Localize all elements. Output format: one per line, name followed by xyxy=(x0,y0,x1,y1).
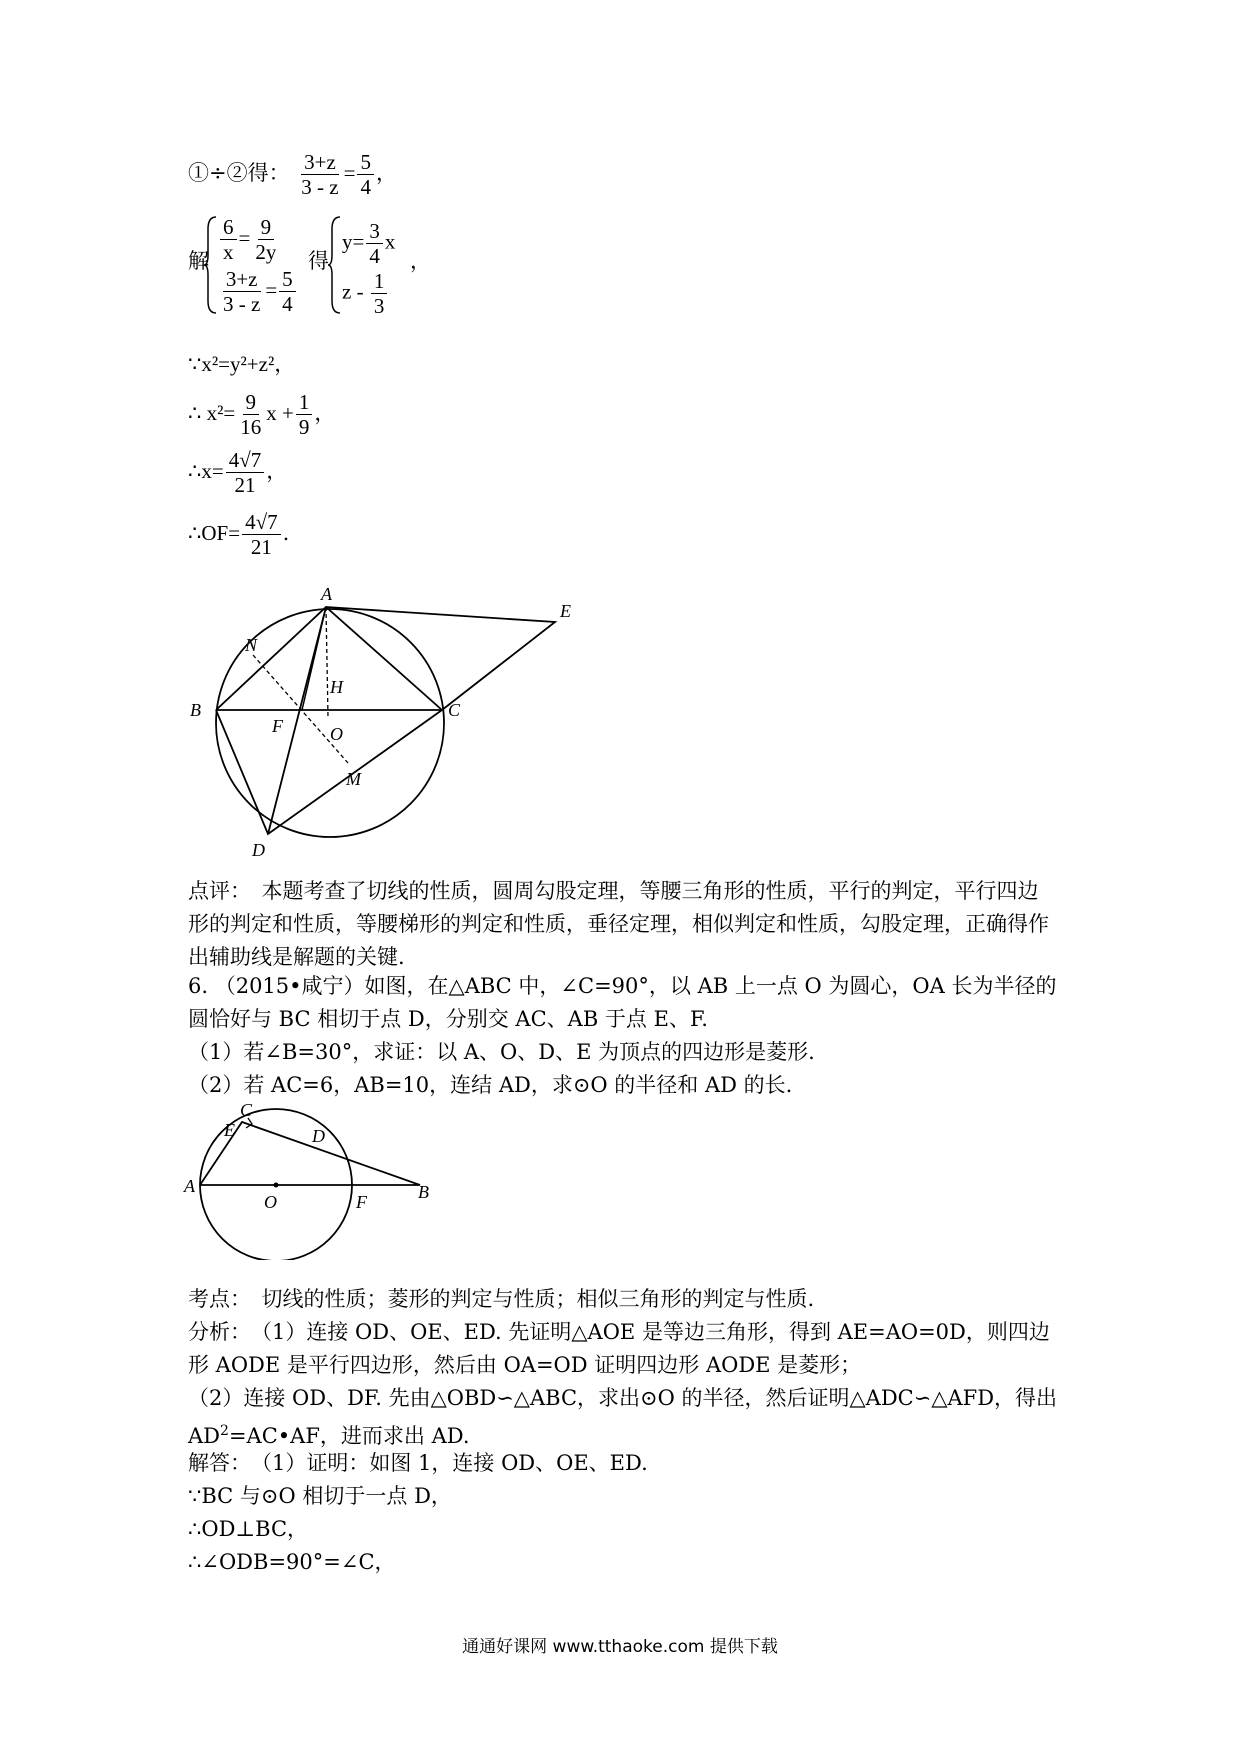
figure-right-triangle xyxy=(180,1100,440,1260)
kaodian-line: 考点： 切线的性质；菱形的判定与性质；相似三角形的判定与性质. xyxy=(188,1287,815,1311)
label-b: B xyxy=(190,700,201,720)
label-c2: C xyxy=(240,1100,253,1120)
dashed-nm xyxy=(253,655,348,763)
ratio-line: ①÷②得： $\frac{3+z}{3 - z}$ = $\frac{5}{4}$ ， xyxy=(188,150,397,199)
x-value-line: ∴x= $\frac{4√7}{21}$ ， xyxy=(188,448,288,497)
label-f2: F xyxy=(356,1192,367,1212)
triangle-abc xyxy=(216,607,442,710)
label-a2: A xyxy=(184,1176,195,1196)
lines-bd-dc xyxy=(216,710,442,834)
fenxi-part1: 分析： （1）连接 OD、OE、ED. 先证明△AOE 是等边三角形，得到 AE=AO=0D，则四边形 AODE 是平行四边形，然后由 OA=OD 证明四边形 AODE 是菱形； xyxy=(188,1320,1050,1377)
label-n: N xyxy=(245,635,258,655)
system-result2: z - $\frac{1}{3}$ xyxy=(342,269,389,318)
left-brace xyxy=(204,215,218,315)
system-mid: 得 xyxy=(308,249,329,273)
dashed-ah xyxy=(326,607,328,717)
jieda-line: 解答： （1）证明：如图 1，连接 OD、OE、ED. xyxy=(188,1451,648,1475)
system-eq2: $\frac{3+z}{3 - z}$ = $\frac{5}{4}$ xyxy=(218,267,298,316)
label-o2: O xyxy=(264,1192,277,1212)
ratio-prefix: ①÷②得： xyxy=(188,161,290,185)
footer-text: 通通好课网 www.tthaoke.com 提供下载 xyxy=(462,1637,778,1657)
system-result1: y= $\frac{3}{4}$ x xyxy=(342,219,396,268)
label-c: C xyxy=(448,700,461,720)
center-dot xyxy=(274,1183,279,1188)
label-d: D xyxy=(252,840,265,860)
label-e2: E xyxy=(224,1120,235,1140)
system-end: ， xyxy=(410,249,431,273)
label-h: H xyxy=(330,677,343,697)
pythagoras-line: ∵x²=y²+z²， xyxy=(188,352,296,376)
comment-paragraph: 点评： 本题考查了切线的性质，圆周勾股定理，等腰三角形的性质，平行的判定，平行四边形的判定和性质，等腰梯形的判定和性质，垂径定理，相似判定和性质，勾股定理，正确得作出辅助线是解题的关键. xyxy=(188,879,1049,969)
label-e: E xyxy=(560,601,571,621)
ratio-fraction-right: $\frac{5}{4}$ xyxy=(357,150,374,199)
label-b2: B xyxy=(418,1182,429,1202)
label-f: F xyxy=(272,716,283,736)
solution-step3: ∴∠ODB=90°=∠C， xyxy=(188,1550,396,1574)
solution-step1: ∵BC 与⊙O 相切于一点 D， xyxy=(188,1484,452,1508)
label-a: A xyxy=(321,585,332,604)
ratio-fraction-left: $\frac{3+z}{3 - z}$ xyxy=(301,150,339,199)
line-af xyxy=(302,607,326,710)
equation-system xyxy=(188,215,448,318)
right-brace xyxy=(328,215,342,315)
substitution-line: ∴ x²= $\frac{9}{16}$ x + $\frac{1}{9}$ ， xyxy=(188,390,336,439)
problem-stem: 6. （2015•咸宁）如图，在△ABC 中，∠C=90°，以 AB 上一点 O 为圆心，OA 长为半径的圆恰好与 BC 相切于点 D，分别交 AC、AB 于点 E、F. xyxy=(188,974,1057,1031)
system-prefix: 解 xyxy=(188,249,209,273)
of-value-line: ∴OF= $\frac{4√7}{21}$ . xyxy=(188,510,290,559)
figure-circle-tangent xyxy=(180,585,600,875)
system-eq1: $\frac{6}{x}$ = $\frac{9}{2y}$ xyxy=(218,215,281,264)
problem-q1: （1）若∠B=30°，求证：以 A、O、D、E 为顶点的四边形是菱形. xyxy=(188,1040,815,1064)
label-d2: D xyxy=(312,1126,325,1146)
fenxi-part2: （2）连接 OD、DF. 先由△OBD∽△ABC，求出⊙O 的半径，然后证明△ADC∽△AFD，得出 $AD^2=AC•AF$，进而求出 AD. xyxy=(188,1386,1058,1448)
solution-step2: ∴OD⊥BC， xyxy=(188,1517,309,1541)
label-o: O xyxy=(330,724,343,744)
label-m: M xyxy=(346,769,361,789)
problem-q2: （2）若 AC=6，AB=10，连结 AD，求⊙O 的半径和 AD 的长. xyxy=(188,1073,793,1097)
